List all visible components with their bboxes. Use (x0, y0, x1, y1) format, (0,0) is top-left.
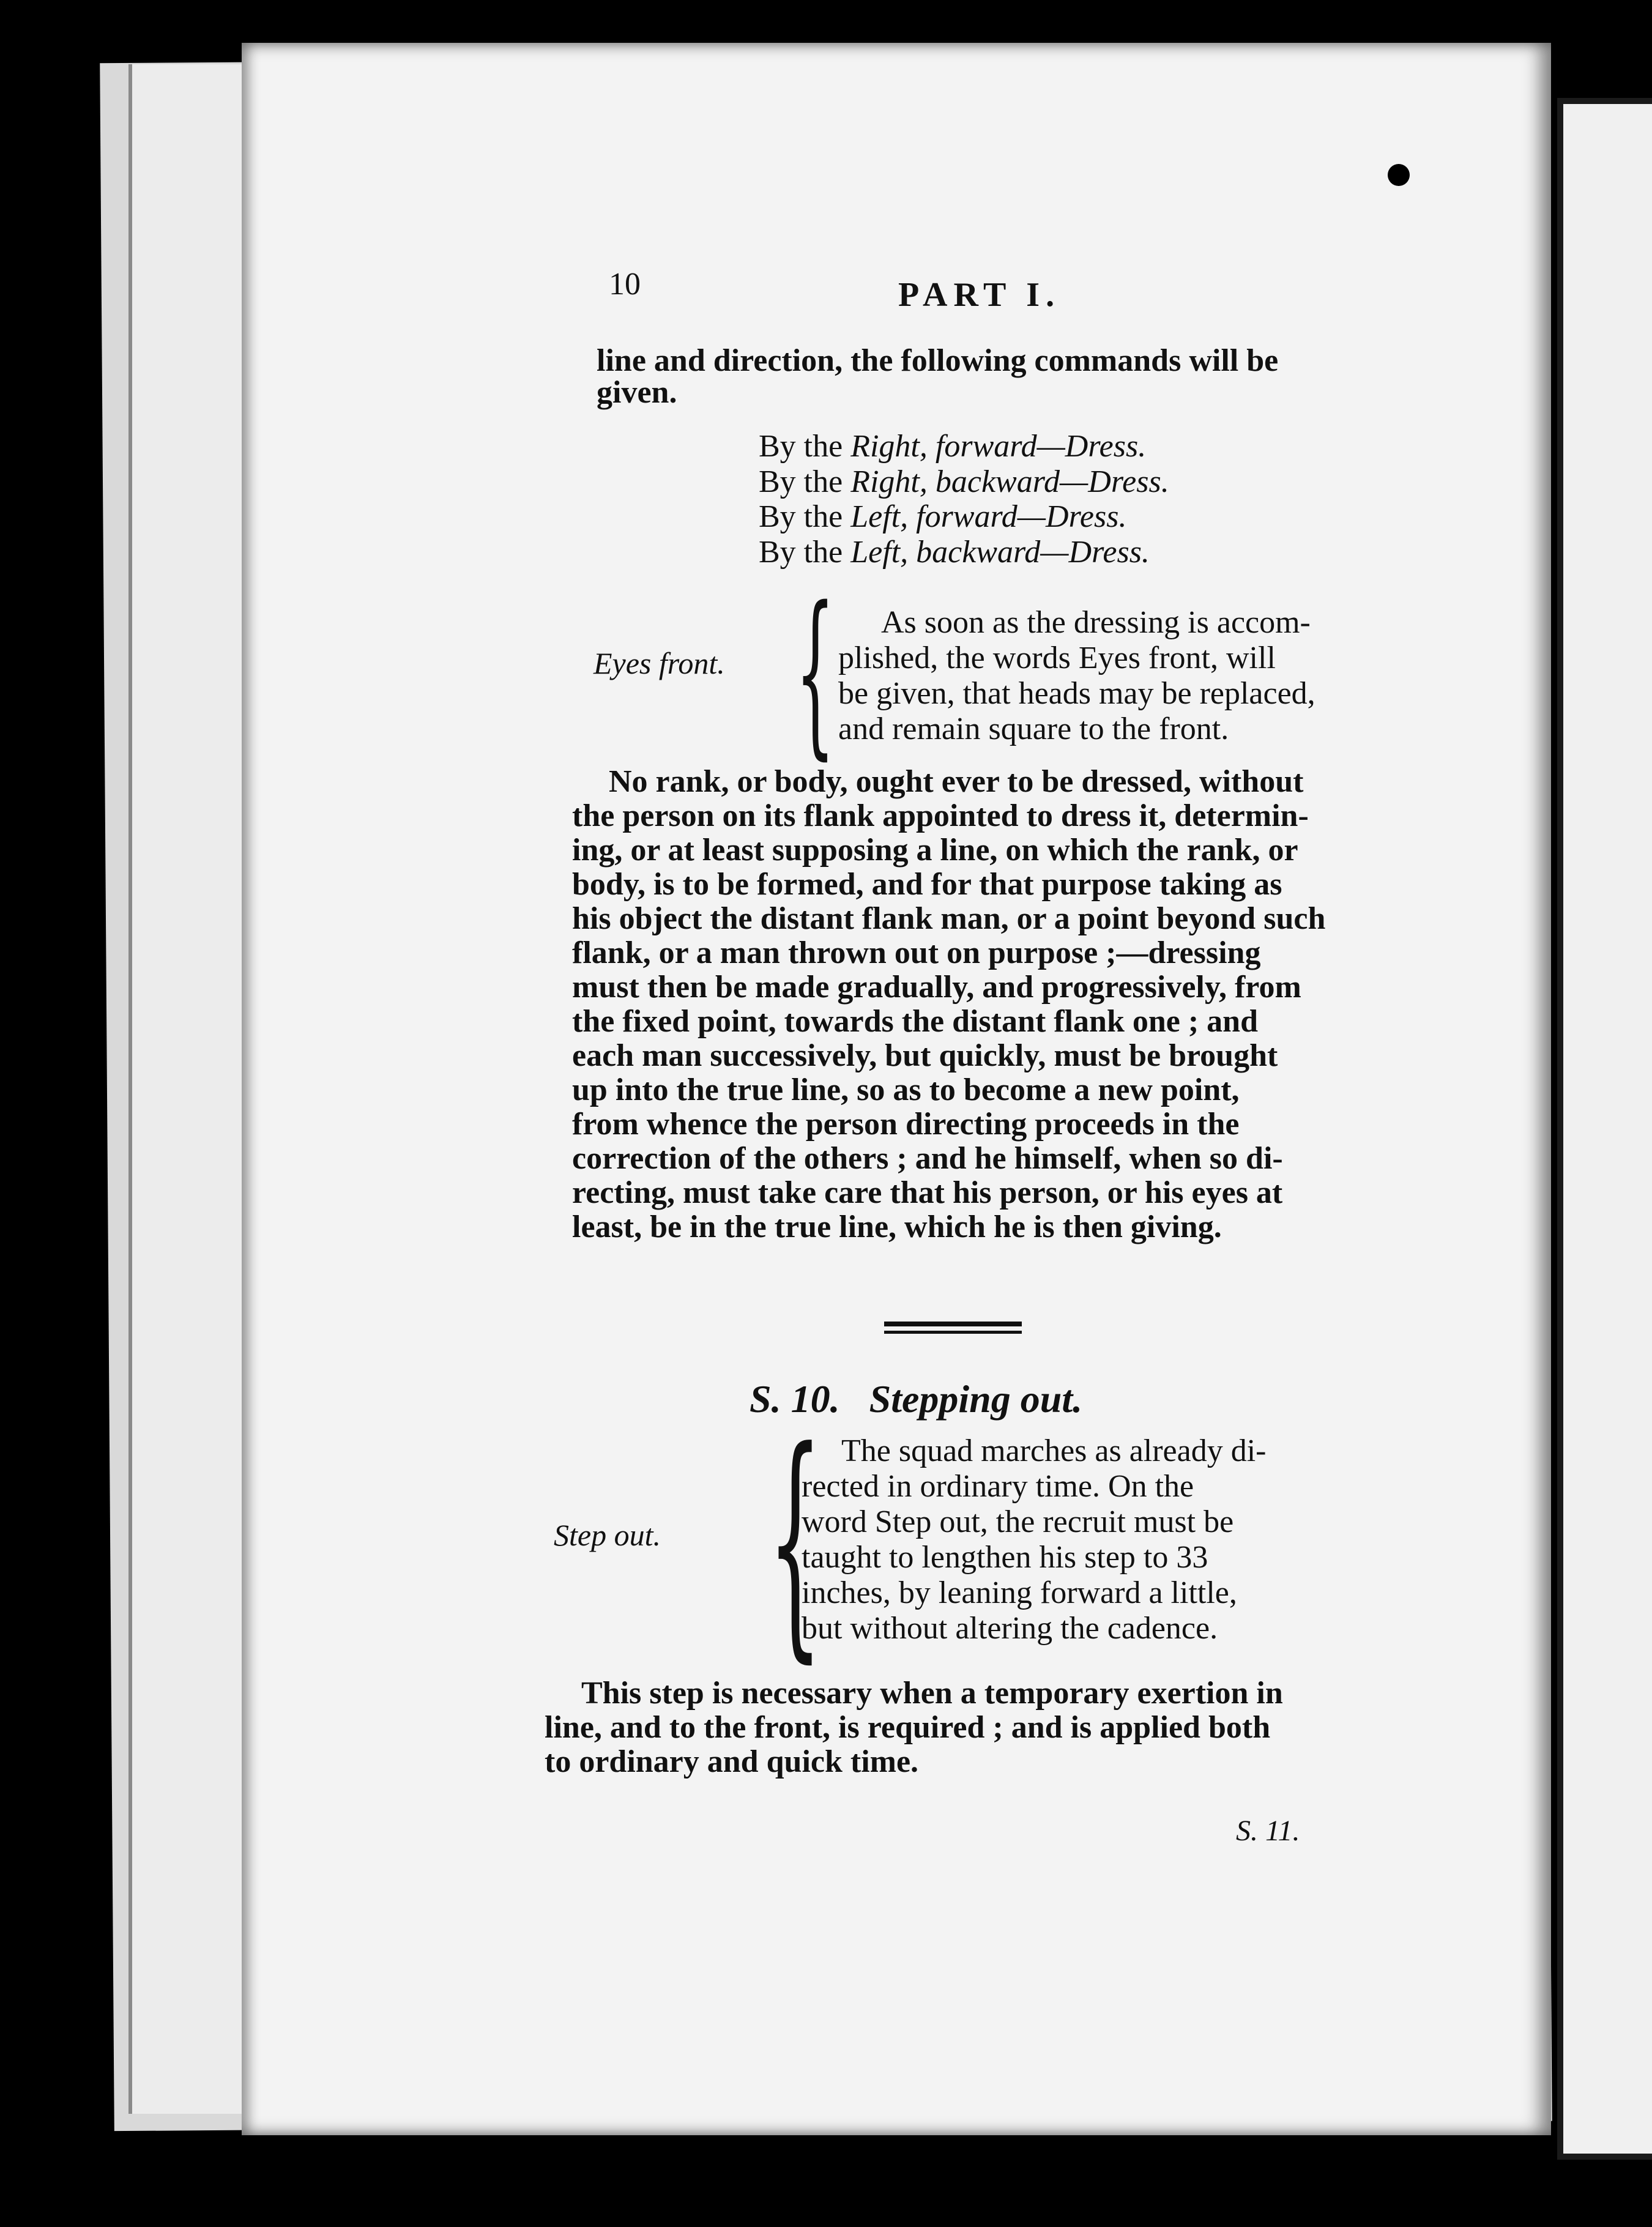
paragraph-line: must then be made gradually, and progressively, from (572, 970, 1301, 1005)
margin-label-step-out: Step out. (554, 1518, 661, 1552)
eyes-front-line: and remain square to the front. (838, 712, 1229, 746)
section-rule (884, 1331, 1022, 1334)
step-out-line: rected in ordinary time. On the (802, 1469, 1194, 1504)
paragraph-line: correction of the others ; and he himself, when so di- (572, 1141, 1283, 1176)
paragraph-line: body, is to be formed, and for that purpose taking as (572, 867, 1282, 902)
step-out-line: but without altering the cadence. (802, 1611, 1218, 1646)
paragraph-line: his object the distant flank man, or a point beyond such (572, 901, 1326, 936)
section-rule (884, 1322, 1022, 1326)
running-head: PART I. (898, 276, 1061, 314)
section-heading: S. 10. Stepping out. (750, 1377, 1083, 1421)
step-out-line: taught to lengthen his step to 33 (802, 1540, 1208, 1575)
paragraph-line: to ordinary and quick time. (545, 1744, 919, 1779)
eyes-front-line: be given, that heads may be replaced, (838, 676, 1315, 711)
step-out-line: word Step out, the recruit must be (802, 1504, 1234, 1539)
paragraph-line: each man successively, but quickly, must be brought (572, 1038, 1278, 1073)
step-out-line: The squad marches as already di- (841, 1433, 1267, 1468)
step-out-line: inches, by leaning forward a little, (802, 1575, 1237, 1610)
command-line: By the Right, backward—Dress. (759, 464, 1169, 499)
brace-icon: { (795, 570, 835, 776)
paragraph-line: least, be in the true line, which he is then giving. (572, 1210, 1222, 1244)
paragraph-line: recting, must take care that his person, or his eyes at (572, 1175, 1283, 1210)
paragraph-line: flank, or a man thrown out on purpose ;—dressing (572, 935, 1261, 970)
eyes-front-line: As soon as the dressing is accom- (881, 605, 1311, 640)
catchword: S. 11. (1236, 1815, 1300, 1847)
ink-blot (1388, 164, 1410, 186)
paragraph-line: up into the true line, so as to become a new point, (572, 1073, 1240, 1107)
command-line: By the Right, forward—Dress. (759, 429, 1147, 464)
paragraph-line: No rank, or body, ought ever to be dressed, without (609, 764, 1304, 799)
command-line: By the Left, forward—Dress. (759, 499, 1127, 534)
closing-paragraph (545, 1676, 1328, 1779)
dressing-paragraph (572, 765, 1361, 1244)
intro-line-1: line and direction, the following commands will be (597, 343, 1279, 378)
command-line: By the Left, backward—Dress. (759, 535, 1150, 570)
paragraph-line: the person on its flank appointed to dress it, determin- (572, 798, 1309, 833)
intro-line-2: given. (597, 375, 677, 410)
paragraph-line: the fixed point, towards the distant flank one ; and (572, 1004, 1259, 1039)
paragraph-line: ing, or at least supposing a line, on which the rank, or (572, 833, 1298, 868)
margin-label-eyes-front: Eyes front. (593, 646, 725, 680)
brace-icon: { (768, 1399, 823, 1684)
facing-page-edge (1563, 104, 1652, 2154)
paragraph-line: from whence the person directing proceeds in the (572, 1107, 1240, 1142)
paragraph-line: line, and to the front, is required ; and is applied both (545, 1710, 1271, 1745)
page-number: 10 (609, 267, 641, 302)
paragraph-line: This step is necessary when a temporary exertion in (581, 1676, 1283, 1711)
eyes-front-line: plished, the words Eyes front, will (838, 641, 1276, 675)
